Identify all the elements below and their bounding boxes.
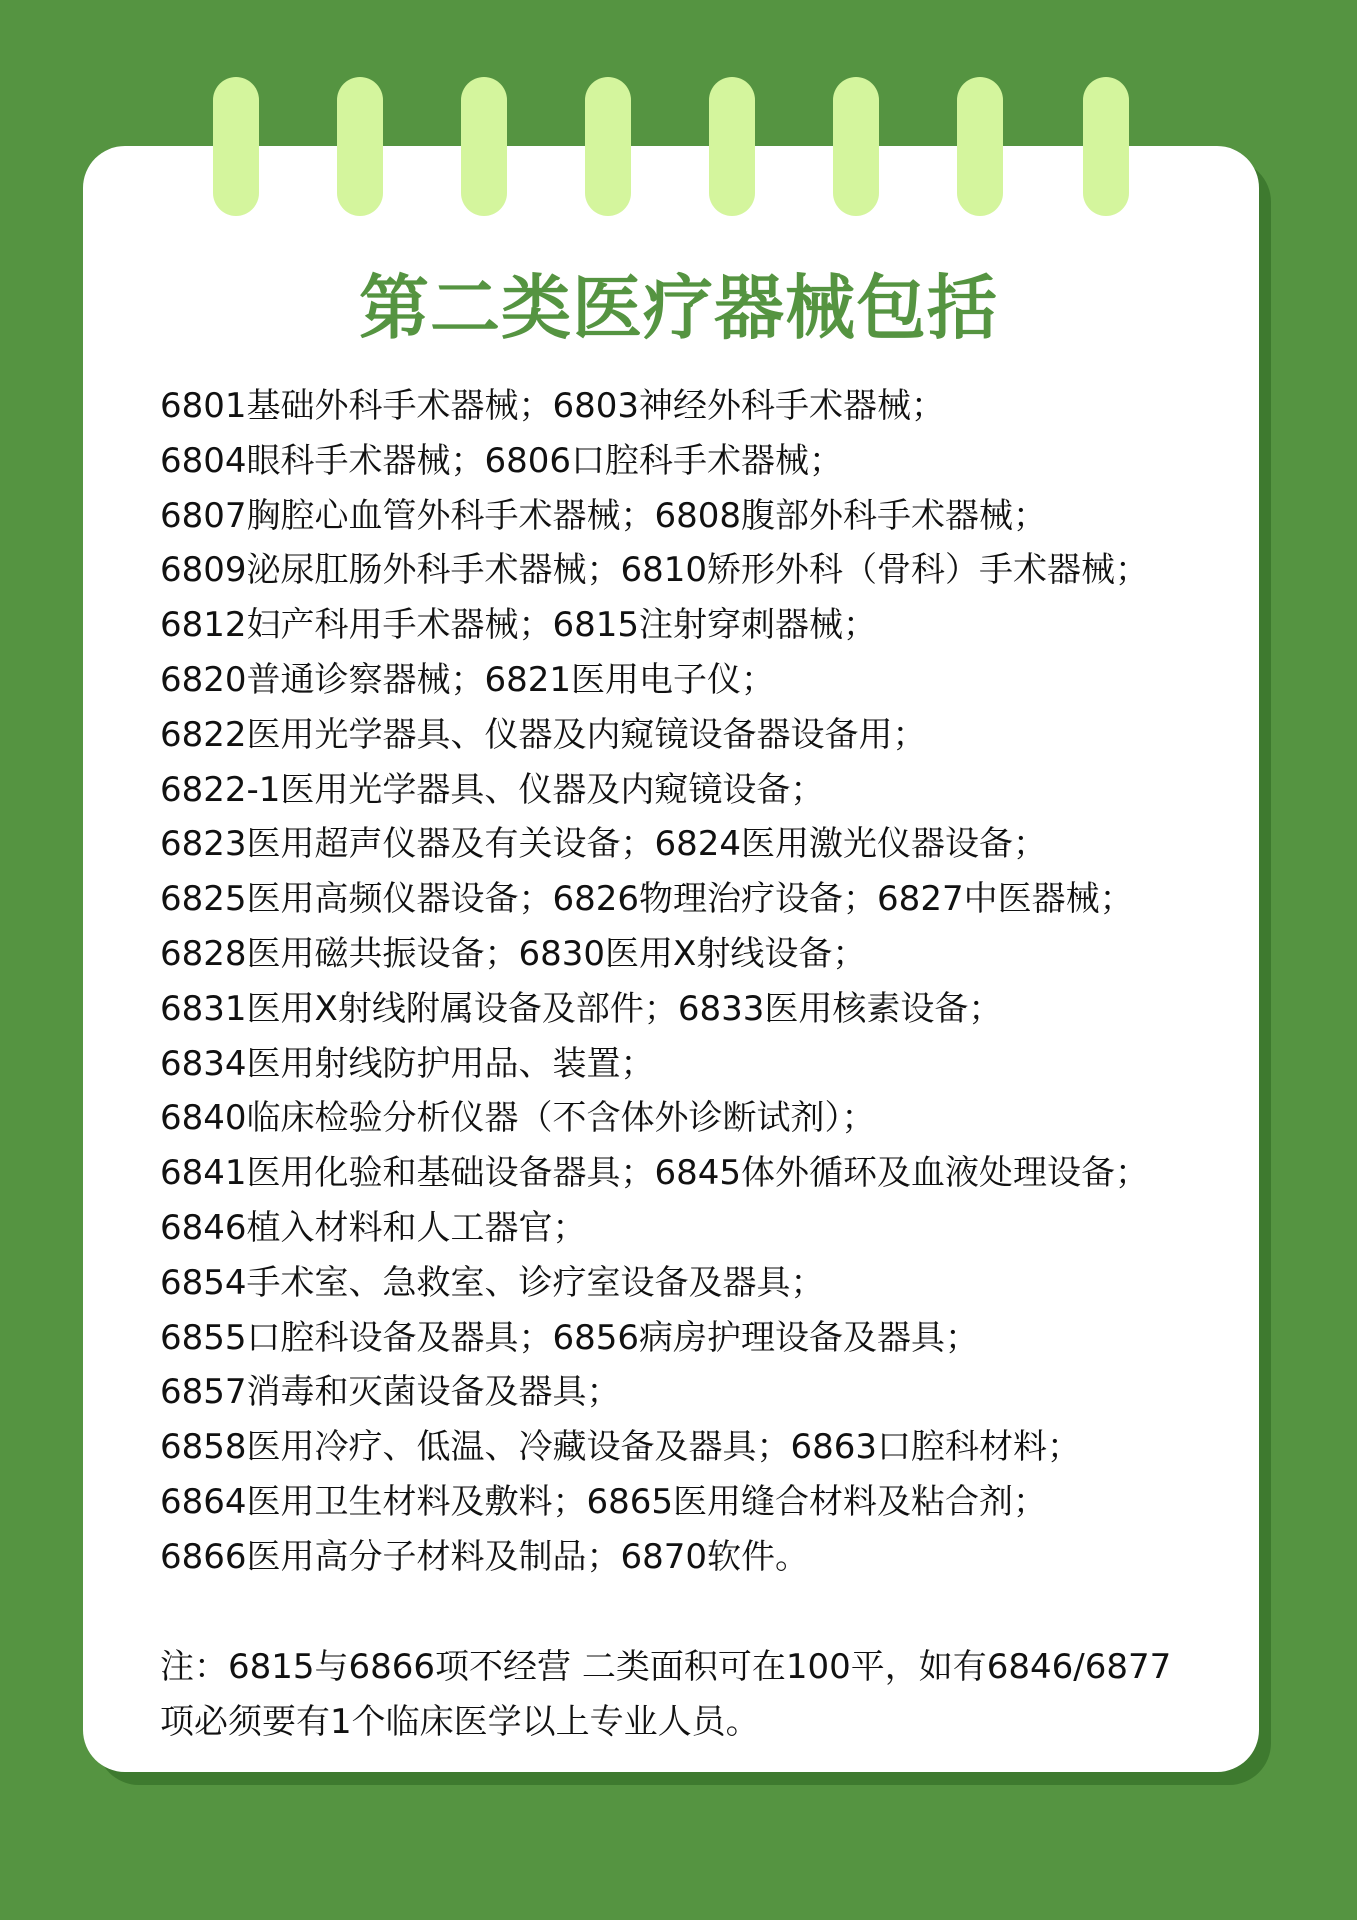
binder-ring [213,77,259,216]
page-title: 第二类医疗器械包括 [359,267,998,349]
list-item: 6855口腔科设备及器具；6856病房护理设备及器具； [160,1317,980,1358]
list-item: 6820普通诊察器械；6821医用电子仪； [160,659,776,700]
list-item: 6854手术室、急救室、诊疗室设备及器具； [160,1262,825,1303]
list-item: 6828医用磁共振设备；6830医用X射线设备； [160,933,867,974]
list-item: 6831医用X射线附属设备及部件；6833医用核素设备； [160,988,1003,1029]
list-item: 6804眼科手术器械；6806口腔科手术器械； [160,440,844,481]
list-item: 6822医用光学器具、仪器及内窥镜设备器设备用； [160,714,927,755]
list-item: 6823医用超声仪器及有关设备；6824医用激光仪器设备； [160,824,1048,865]
list-item: 6807胸腔心血管外科手术器械；6808腹部外科手术器械； [160,495,1048,536]
list-item: 6866医用高分子材料及制品；6870软件。 [160,1536,810,1577]
list-item: 6834医用射线防护用品、装置； [160,1043,655,1084]
list-item: 6801基础外科手术器械；6803神经外科手术器械； [160,386,946,426]
list-item: 6809泌尿肛肠外科手术器械；6810矫形外科（骨科）手术器械； [160,550,1150,591]
binder-ring [585,77,631,216]
list-item: 6825医用高频仪器设备；6826物理治疗设备；6827中医器械； [160,879,1134,920]
list-item: 6822-1医用光学器具、仪器及内窥镜设备； [160,769,825,810]
list-item: 6864医用卫生材料及敷料；6865医用缝合材料及粘合剂； [160,1481,1048,1522]
list-item: 6858医用冷疗、低温、冷藏设备及器具；6863口腔科材料； [160,1427,1082,1468]
binder-ring [461,77,507,216]
list-item: 6841医用化验和基础设备器具；6845体外循环及血液处理设备； [160,1153,1150,1194]
device-category-list [160,379,1220,1585]
note-line: 注：6815与6866项不经营 二类面积可在100平，如有6846/6877 [160,1647,1172,1687]
list-item: 6846植入材料和人工器官； [160,1207,587,1248]
binder-ring [957,77,1003,216]
list-item: 6857消毒和灭菌设备及器具； [160,1372,621,1413]
binder-ring [709,77,755,216]
note-paragraph [160,1640,1230,1750]
list-item: 6812妇产科用手术器械；6815注射穿刺器械； [160,605,878,646]
list-item: 6840临床检验分析仪器（不含体外诊断试剂）； [160,1098,876,1139]
binder-ring [833,77,879,216]
binder-ring [337,77,383,216]
note-line: 项必须要有1个临床医学以上专业人员。 [160,1701,760,1742]
binder-ring [1083,77,1129,216]
